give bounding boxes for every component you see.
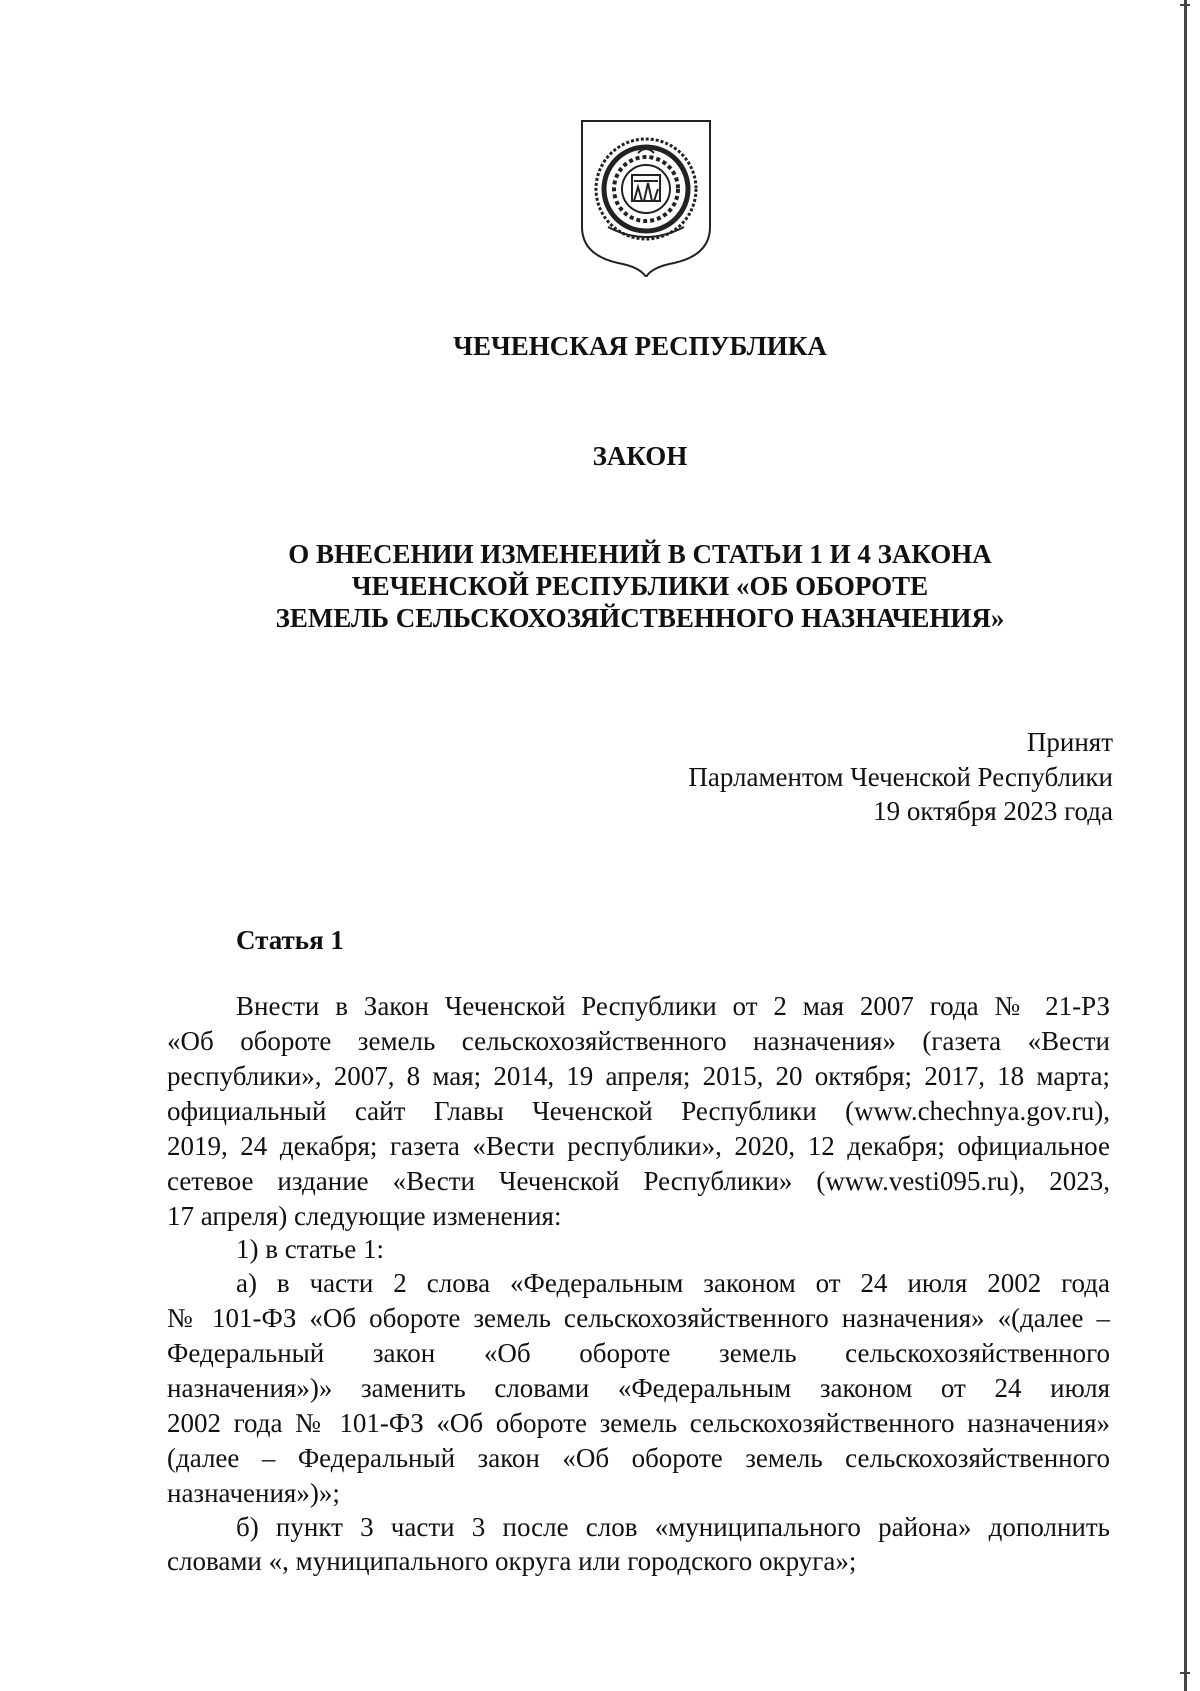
adoption-line-2: Парламентом Чеченской Республики [688, 762, 1113, 792]
coat-of-arms-emblem [578, 117, 714, 277]
scan-edge-tick [1180, 4, 1190, 6]
title-line-2: ЧЕЧЕНСКОЙ РЕСПУБЛИКИ «ОБ ОБОРОТЕ [351, 571, 929, 601]
paragraph-line: республики», 2007, 8 мая; 2014, 19 апреля; 2015, 20 октября; 2017, 18 марта; [167, 1061, 1110, 1091]
item-a-line: назначения»)»; [167, 1478, 340, 1508]
item-a-line: назначения»)» заменить словами «Федеральным законом от 24 июля [167, 1373, 1110, 1403]
article-heading: Статья 1 [236, 925, 344, 955]
paragraph-line: сетевое издание «Вести Чеченской Республики» (www.vesti095.ru), 2023, [167, 1166, 1110, 1196]
paragraph-line: «Об обороте земель сельскохозяйственного назначения» (газета «Вести [167, 1026, 1110, 1056]
item-a-line: Федеральный закон «Об обороте земель сельскохозяйственного [167, 1338, 1110, 1368]
adoption-line-1: Принят [1026, 727, 1113, 757]
item-a-line: № 101-ФЗ «Об обороте земель сельскохозяйственного назначения» «(далее – [167, 1303, 1110, 1333]
paragraph-line: официальный сайт Главы Чеченской Республики (www.chechnya.gov.ru), [167, 1096, 1110, 1126]
paragraph-line: Внести в Закон Чеченской Республики от 2 мая 2007 года № 21-РЗ [236, 991, 1110, 1021]
scan-edge-tick [1180, 1672, 1190, 1674]
item-a-line: 2002 года № 101-ФЗ «Об обороте земель сельскохозяйственного назначения» [167, 1408, 1110, 1438]
paragraph-line: 17 апреля) следующие изменения: [167, 1201, 562, 1231]
item-a-line: а) в части 2 слова «Федеральным законом от 24 июля 2002 года [236, 1268, 1110, 1298]
scan-edge [1184, 0, 1187, 1691]
doc-type-heading: ЗАКОН [592, 441, 688, 471]
title-line-1: О ВНЕСЕНИИ ИЗМЕНЕНИЙ В СТАТЬИ 1 И 4 ЗАКОНА [288, 539, 992, 569]
item-b-line: б) пункт 3 части 3 после слов «муниципального района» дополнить [236, 1512, 1110, 1542]
item-1: 1) в статье 1: [236, 1234, 384, 1264]
republic-heading: ЧЕЧЕНСКАЯ РЕСПУБЛИКА [453, 331, 827, 361]
item-b-line: словами «, муниципального округа или городского округа»; [167, 1546, 857, 1576]
item-a-line: (далее – Федеральный закон «Об обороте земель сельскохозяйственного [167, 1443, 1110, 1473]
title-line-3: ЗЕМЕЛЬ СЕЛЬСКОХОЗЯЙСТВЕННОГО НАЗНАЧЕНИЯ» [275, 603, 1005, 633]
adoption-line-3: 19 октября 2023 года [873, 796, 1113, 826]
paragraph-line: 2019, 24 декабря; газета «Вести республики», 2020, 12 декабря; официальное [167, 1131, 1110, 1161]
